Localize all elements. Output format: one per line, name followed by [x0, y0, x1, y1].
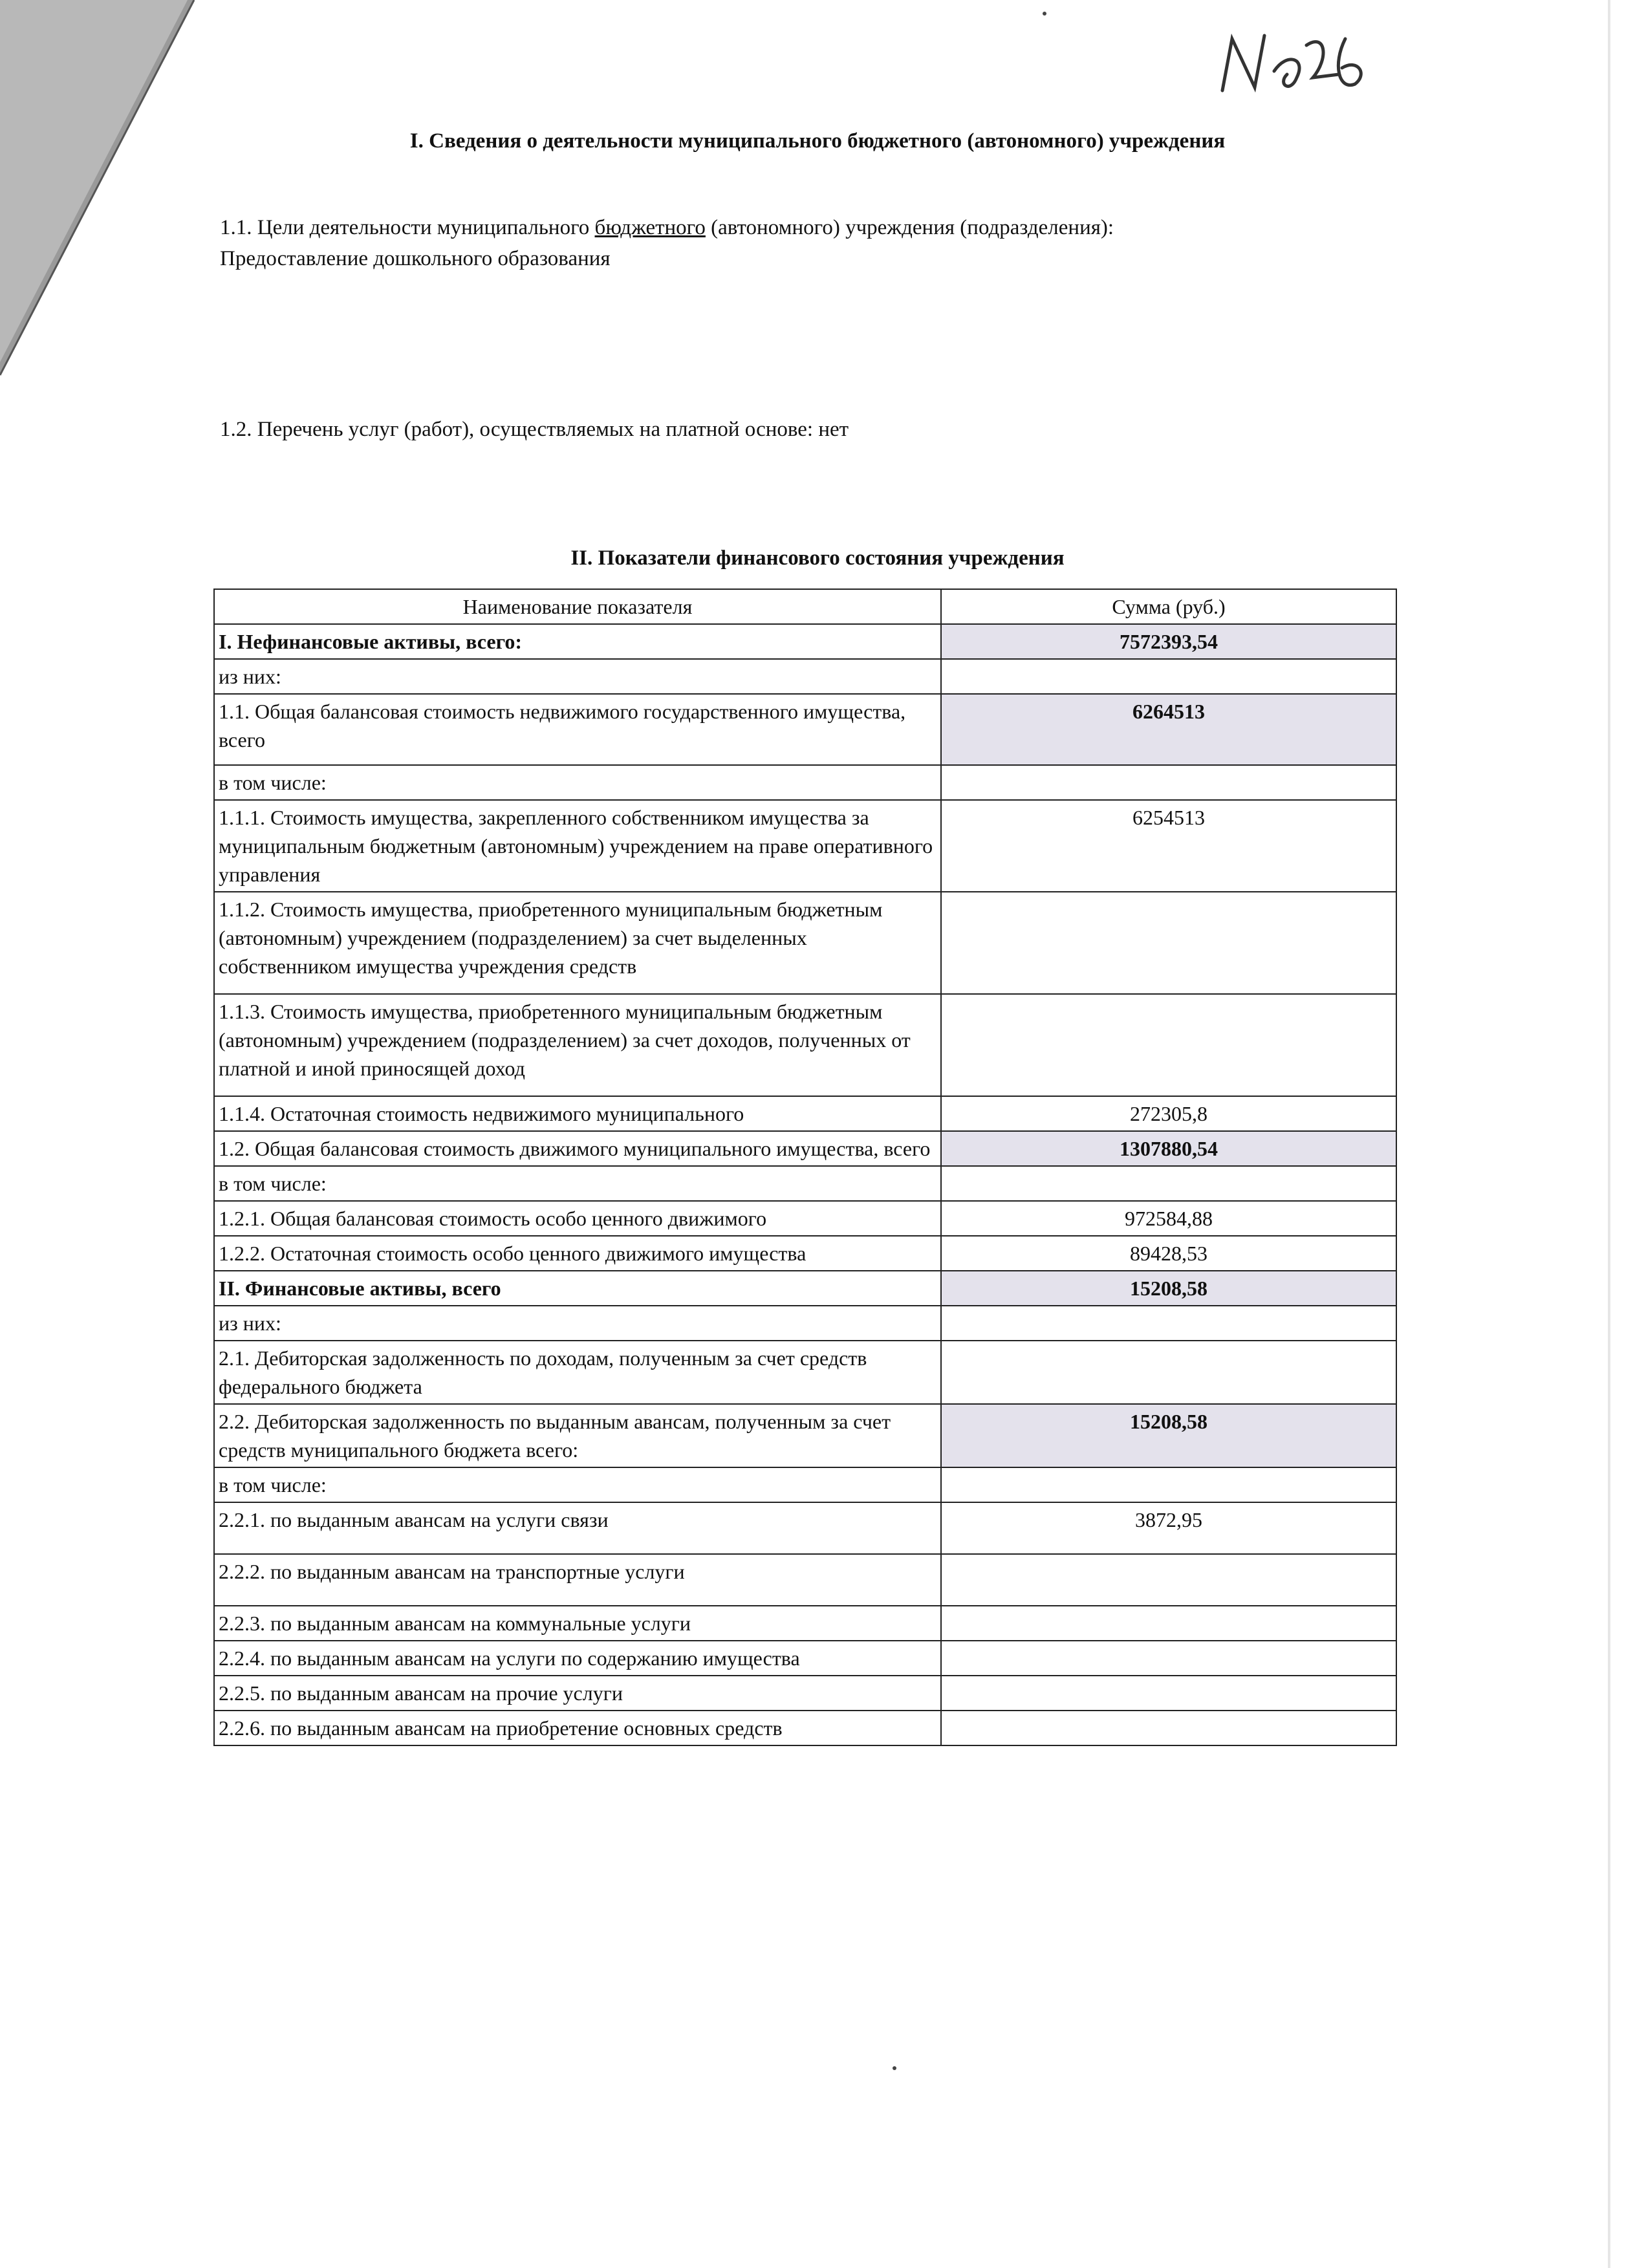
table-row	[214, 1341, 1396, 1404]
row-value: 1307880,54	[941, 1131, 1396, 1166]
row-value: 15208,58	[941, 1404, 1396, 1467]
table-row	[214, 1711, 1396, 1745]
row-value: 89428,53	[941, 1236, 1396, 1271]
row-name: в том числе:	[214, 1467, 941, 1502]
row-name: в том числе:	[214, 765, 941, 800]
scan-speck	[893, 2066, 896, 2070]
row-name: I. Нефинансовые активы, всего:	[214, 624, 941, 659]
row-value: 6264513	[941, 694, 1396, 765]
row-name: 2.1. Дебиторская задолженность по доходам, полученным за счет средств федерального бюджета	[214, 1341, 941, 1404]
row-name: 2.2.6. по выданным авансам на приобретение основных средств	[214, 1711, 941, 1745]
goals-line	[220, 212, 1114, 243]
table-row	[214, 1271, 1396, 1306]
row-name: 1.1.2. Стоимость имущества, приобретенного муниципальным бюджетным (автономным) учреждением (подразделением) за счет выделенных собственником имущества учреждения средств	[214, 892, 941, 994]
row-name: из них:	[214, 659, 941, 694]
row-value	[941, 1166, 1396, 1201]
row-name: 2.2. Дебиторская задолженность по выданным авансам, полученным за счет средств муниципального бюджета всего:	[214, 1404, 941, 1467]
table-row	[214, 1502, 1396, 1554]
handwritten-number	[1209, 13, 1378, 110]
row-value	[941, 1554, 1396, 1606]
row-value	[941, 659, 1396, 694]
section1-title: I. Сведения о деятельности муниципального бюджетного (автономного) учреждения	[409, 129, 1226, 153]
table-row	[214, 1641, 1396, 1676]
row-value	[941, 1711, 1396, 1745]
table-row	[214, 1606, 1396, 1641]
table-row	[214, 1236, 1396, 1271]
column-header-name: Наименование показателя	[214, 589, 941, 624]
goals-prefix: 1.1. Цели деятельности муниципального	[220, 216, 595, 239]
row-value: 972584,88	[941, 1201, 1396, 1236]
table-row	[214, 1404, 1396, 1467]
row-value: 6254513	[941, 800, 1396, 892]
table-row	[214, 624, 1396, 659]
row-name: 1.2.1. Общая балансовая стоимость особо ценного движимого	[214, 1201, 941, 1236]
table-row	[214, 892, 1396, 994]
row-name: 1.1.3. Стоимость имущества, приобретенного муниципальным бюджетным (автономным) учреждением (подразделением) за счет доходов, полученных от платной и иной приносящей доход	[214, 994, 941, 1096]
row-name: 2.2.1. по выданным авансам на услуги связи	[214, 1502, 941, 1554]
row-value	[941, 1306, 1396, 1341]
row-name: 2.2.2. по выданным авансам на транспортные услуги	[214, 1554, 941, 1606]
table-row	[214, 659, 1396, 694]
row-name: 1.2.2. Остаточная стоимость особо ценного движимого имущества	[214, 1236, 941, 1271]
table-row	[214, 1467, 1396, 1502]
table-header-row	[214, 589, 1396, 624]
row-name: 2.2.3. по выданным авансам на коммунальные услуги	[214, 1606, 941, 1641]
services-line: 1.2. Перечень услуг (работ), осуществляемых на платной основе: нет	[220, 418, 849, 441]
row-name: 1.2. Общая балансовая стоимость движимого муниципального имущества, всего	[214, 1131, 941, 1166]
row-name: 1.1. Общая балансовая стоимость недвижимого государственного имущества, всего	[214, 694, 941, 765]
table-row	[214, 1554, 1396, 1606]
row-name: 1.1.4. Остаточная стоимость недвижимого муниципального	[214, 1096, 941, 1131]
row-name: из них:	[214, 1306, 941, 1341]
row-value: 7572393,54	[941, 624, 1396, 659]
row-value	[941, 1341, 1396, 1404]
table-row	[214, 800, 1396, 892]
row-name: 1.1.1. Стоимость имущества, закрепленного собственником имущества за муниципальным бюджетным (автономным) учреждением на праве оперативного управления	[214, 800, 941, 892]
financial-table	[213, 589, 1397, 1746]
goals-suffix: (автономного) учреждения (подразделения):	[705, 216, 1114, 239]
table-row	[214, 694, 1396, 765]
table-row	[214, 1306, 1396, 1341]
row-value	[941, 1676, 1396, 1711]
row-name: II. Финансовые активы, всего	[214, 1271, 941, 1306]
table-row	[214, 1676, 1396, 1711]
table-row	[214, 1166, 1396, 1201]
table-row	[214, 1096, 1396, 1131]
goals-underlined: бюджетного	[594, 216, 706, 239]
row-name: в том числе:	[214, 1166, 941, 1201]
row-value	[941, 892, 1396, 994]
goals-value: Предоставление дошкольного образования	[220, 247, 611, 270]
row-value	[941, 765, 1396, 800]
column-header-sum: Сумма (руб.)	[941, 589, 1396, 624]
section2-title: II. Показатели финансового состояния учреждения	[570, 546, 1065, 570]
row-value: 272305,8	[941, 1096, 1396, 1131]
table-row	[214, 1201, 1396, 1236]
table-row	[214, 994, 1396, 1096]
row-value: 15208,58	[941, 1271, 1396, 1306]
row-value	[941, 1641, 1396, 1676]
row-value	[941, 1467, 1396, 1502]
row-value	[941, 994, 1396, 1096]
scan-speck	[1043, 12, 1046, 16]
table-row	[214, 765, 1396, 800]
row-name: 2.2.5. по выданным авансам на прочие услуги	[214, 1676, 941, 1711]
row-value	[941, 1606, 1396, 1641]
table-row	[214, 1131, 1396, 1166]
row-value: 3872,95	[941, 1502, 1396, 1554]
row-name: 2.2.4. по выданным авансам на услуги по содержанию имущества	[214, 1641, 941, 1676]
